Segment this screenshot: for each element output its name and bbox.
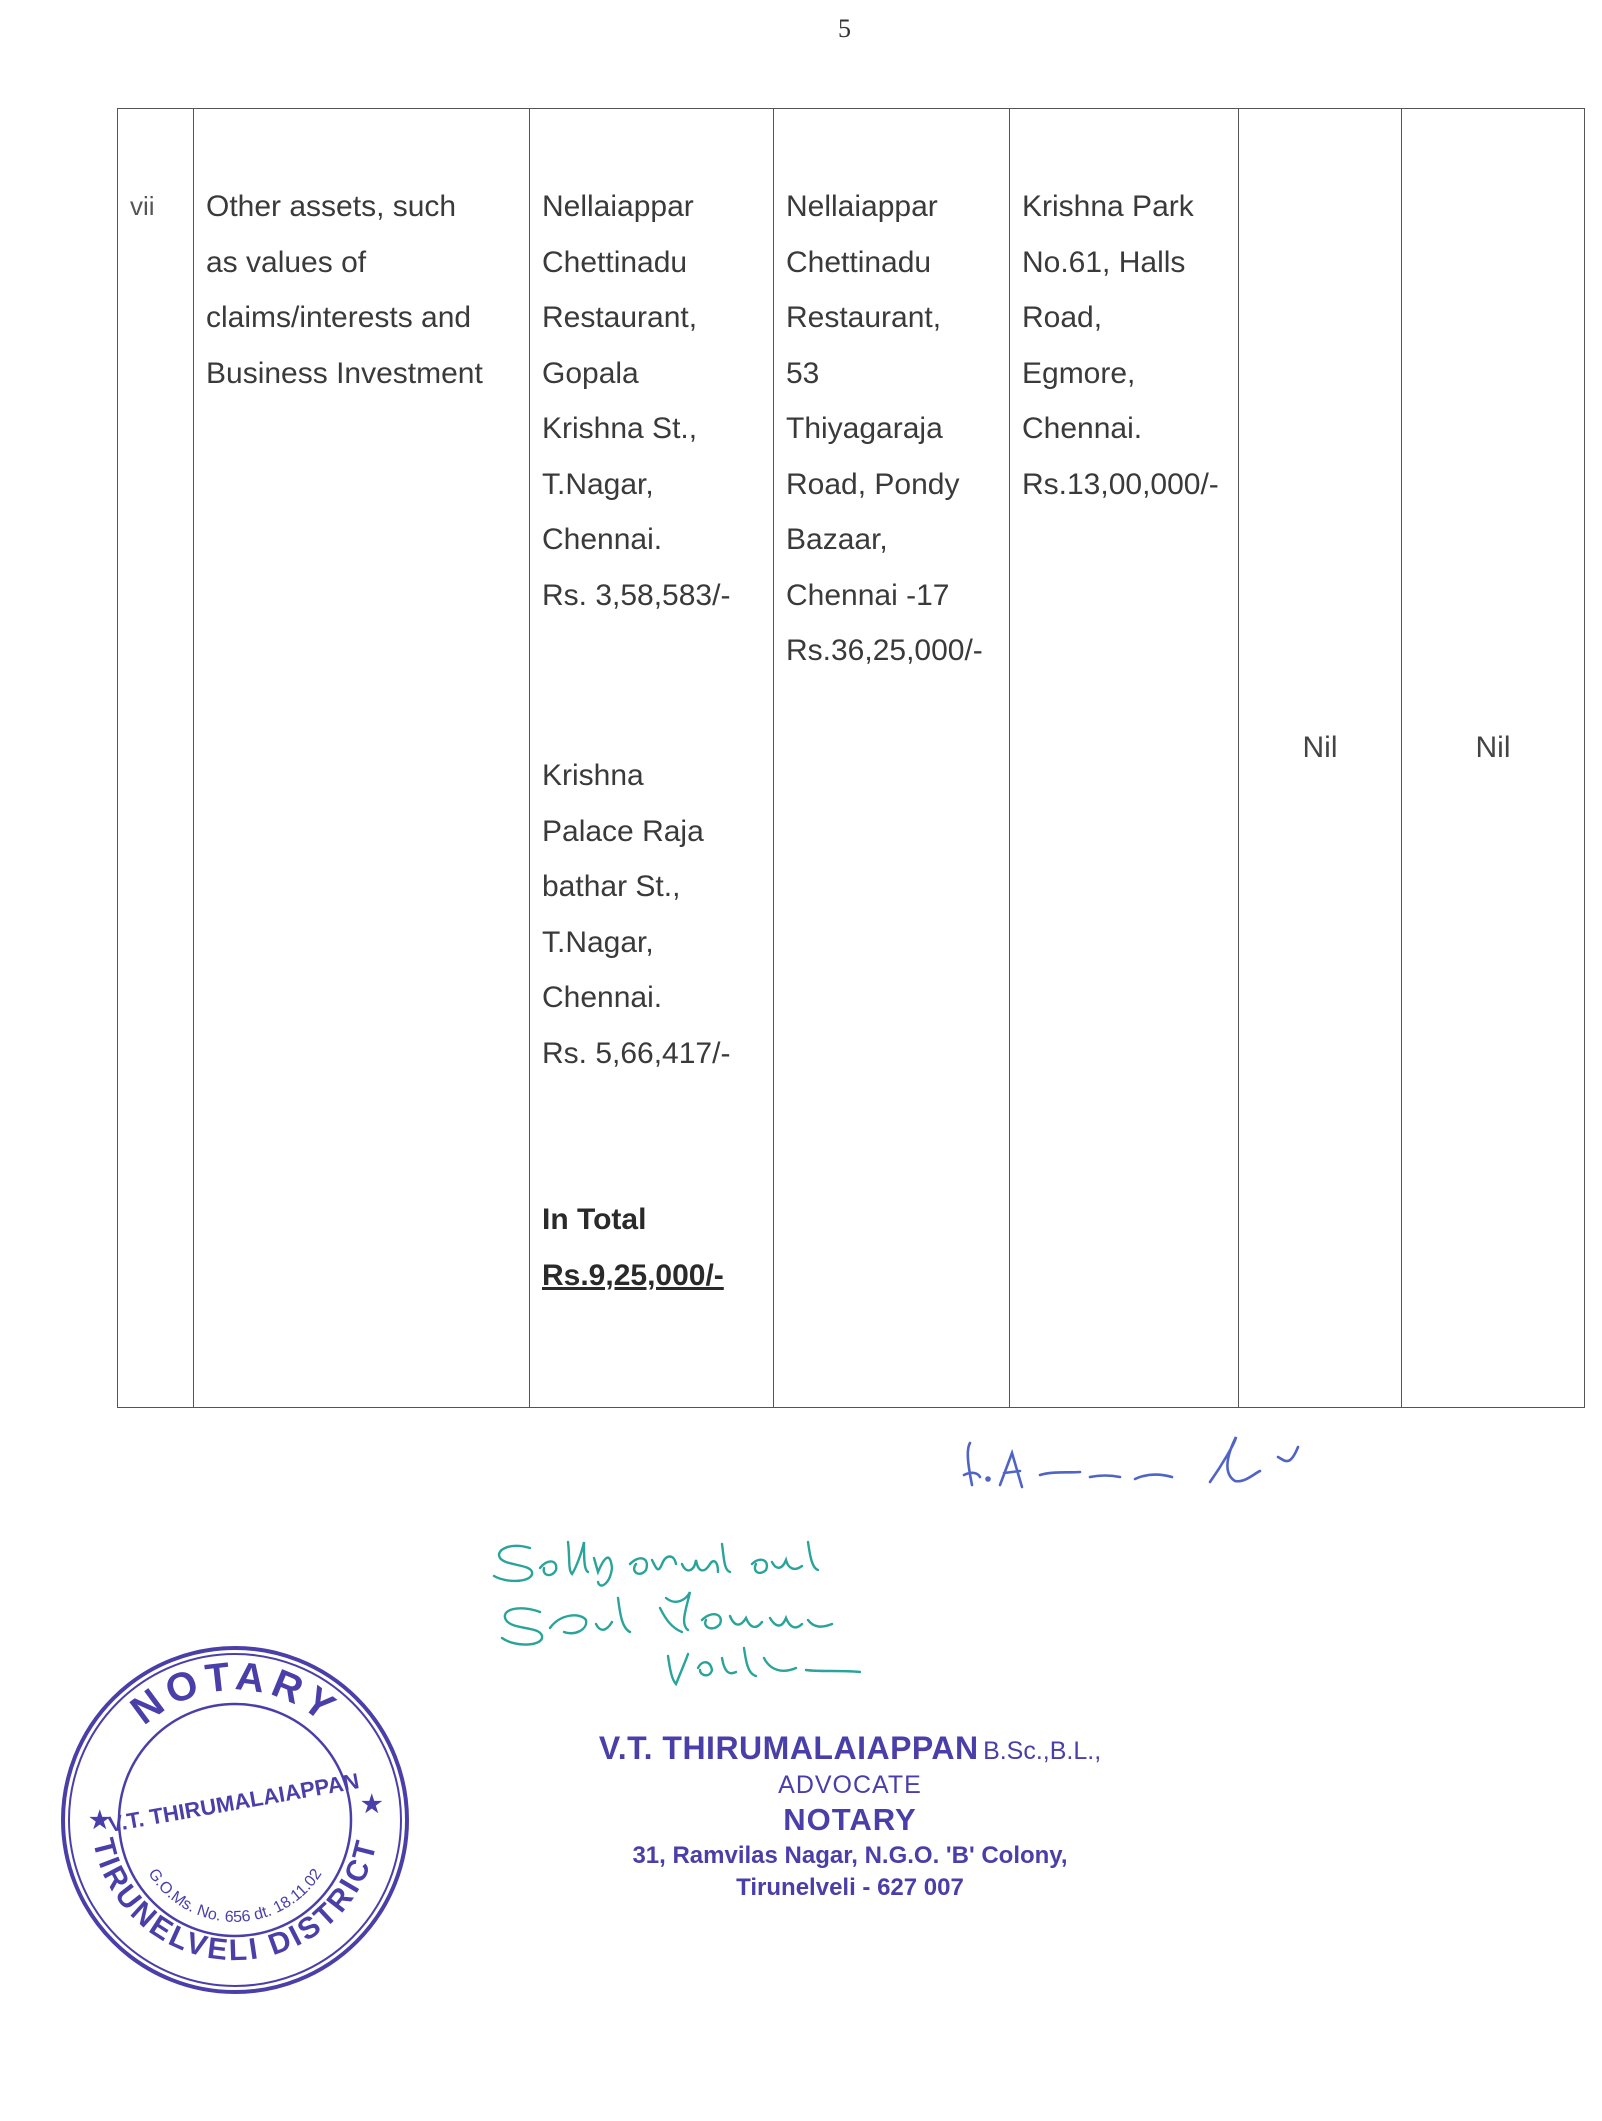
- table-row: [118, 109, 1585, 1408]
- description-line: as values of: [206, 245, 367, 279]
- notary-name: V.T. THIRUMALAIAPPAN: [598, 1730, 979, 1766]
- asset-line: Palace Raja: [542, 814, 704, 848]
- notary-degree: B.Sc.,B.L.,: [983, 1737, 1102, 1765]
- seal-star-icon: ★: [361, 1791, 383, 1818]
- asset-line: Thiyagaraja: [786, 412, 943, 445]
- asset-line: Road,: [1022, 301, 1103, 334]
- sl-no: vii: [130, 191, 155, 221]
- assets-table: [117, 108, 1585, 1408]
- seal-bottom-text: TIRUNELVELI DISTRICT: [86, 1835, 384, 1968]
- description-cell: [194, 109, 530, 1408]
- asset-line: No.61, Halls: [1022, 245, 1186, 279]
- seal-star-icon: ★: [89, 1807, 111, 1834]
- notary-stamp: [560, 1730, 1140, 1902]
- column-5-cell: [1010, 109, 1239, 1408]
- notary-address-line2: Tirunelveli - 627 007: [736, 1874, 964, 1901]
- signature-blue: [960, 1425, 1410, 1505]
- asset-line: Gopala: [542, 356, 639, 390]
- column-5-text: [1010, 109, 1238, 512]
- asset-line: Restaurant,: [786, 301, 942, 334]
- asset-line: Chettinadu: [786, 245, 932, 279]
- notary-title: NOTARY: [783, 1802, 917, 1837]
- asset-line: Chennai -17: [786, 578, 950, 612]
- asset-value: Rs.13,00,000/-: [1022, 467, 1219, 501]
- notary-address-line1: 31, Ramvilas Nagar, N.G.O. 'B' Colony,: [632, 1842, 1068, 1869]
- sl-cell: [118, 109, 194, 1408]
- column-6-cell: [1239, 109, 1402, 1408]
- column-4-text: [774, 109, 1009, 679]
- asset-line: Chennai.: [542, 523, 663, 556]
- asset-line: Krishna St.,: [542, 412, 698, 445]
- column-3-cell: [530, 109, 774, 1408]
- total-value: Rs.9,25,000/-: [542, 1258, 724, 1292]
- asset-line: Krishna Park: [1022, 190, 1194, 223]
- asset-value: Rs. 5,66,417/-: [542, 1036, 731, 1070]
- asset-value: Rs. 3,58,583/-: [542, 578, 731, 612]
- asset-line: 53: [786, 356, 820, 390]
- description-line: Other assets, such: [206, 190, 457, 223]
- asset-line: Nellaiappar: [786, 190, 938, 223]
- description-line: claims/interests and: [206, 301, 472, 334]
- asset-line: Bazaar,: [786, 523, 888, 556]
- column-3-text: [530, 109, 773, 1303]
- notary-role: ADVOCATE: [778, 1771, 922, 1799]
- asset-line: bathar St.,: [542, 870, 681, 903]
- total-label: In Total: [542, 1203, 647, 1236]
- seal-top-text: NOTARY: [122, 1654, 348, 1734]
- asset-line: T.Nagar,: [542, 925, 654, 959]
- asset-line: Chettinadu: [542, 245, 688, 279]
- nil-value: Nil: [1475, 731, 1511, 764]
- asset-line: Chennai.: [542, 981, 663, 1014]
- nil-value: Nil: [1302, 731, 1338, 764]
- asset-line: Krishna: [542, 759, 644, 792]
- seal-inner-text: G.O.Ms. No. 656 dt. 18.11.02: [144, 1865, 326, 1926]
- asset-line: Chennai.: [1022, 412, 1143, 445]
- description-text: [194, 109, 529, 401]
- svg-text:TIRUNELVELI DISTRICT: [86, 1835, 384, 1967]
- asset-line: Nellaiappar: [542, 190, 694, 223]
- asset-line: Restaurant,: [542, 301, 698, 334]
- notary-seal-icon: [55, 1640, 415, 2000]
- seal-center-text: V.T. THIRUMALAIAPPAN: [106, 1768, 362, 1837]
- column-7-cell: [1402, 109, 1585, 1408]
- column-4-cell: [774, 109, 1010, 1408]
- asset-line: T.Nagar,: [542, 467, 654, 501]
- asset-line: Road, Pondy: [786, 467, 960, 501]
- signature-attestation: [490, 1528, 990, 1708]
- asset-value: Rs.36,25,000/-: [786, 634, 983, 667]
- asset-line: Egmore,: [1022, 356, 1136, 390]
- page-number: 5: [838, 14, 851, 43]
- description-line: Business Investment: [206, 356, 483, 390]
